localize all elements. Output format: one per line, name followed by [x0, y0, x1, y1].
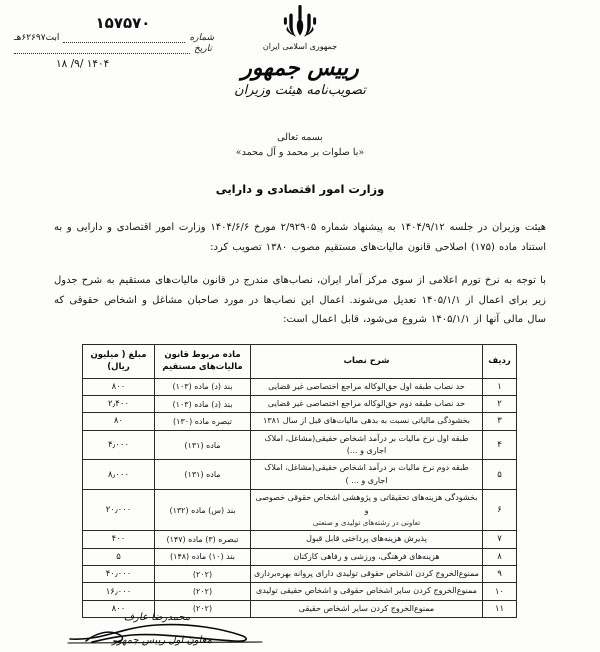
- cell-sharh: حد نصاب طبقه اول حق‌الوکاله مراجع اختصاصی غیر قضایی: [251, 378, 483, 395]
- besmeh-taala: بسمه تعالی: [277, 132, 323, 143]
- stamp-registry-code: ابت۶۲۶۹۷هـ: [14, 33, 60, 43]
- table-row: [83, 460, 517, 490]
- paragraph-resolution: با توجه به نرخ تورم اعلامی از سوی مرکز آمار ایران، نصاب‌های مندرج در قانون مالیات‌های مستقیم به شرح جدول زیر برای اعمال از ۱۴۰۵/۱/۱ تعدیل می‌شوند. اعمال این نصاب‌ها در مورد صاحبان مشاغل و اشخاص حقوقی که سال مالی آنها از ۱۴۰۵/۱/۱ شروع می‌شود، قابل اعمال است:: [54, 275, 547, 325]
- cell-radif: ۶: [483, 490, 517, 531]
- table-row: [83, 413, 517, 430]
- cell-radif: ۴: [483, 430, 517, 460]
- column-header-madde: ماده مربوط قانون مالیات‌های مستقیم: [155, 344, 251, 378]
- cell-radif: ۱۰: [483, 583, 517, 600]
- signatory-name: محمدرضا عارف: [123, 612, 191, 623]
- table-header-row: [83, 344, 517, 378]
- cabinet-resolution-title: تصویب‌نامه هیئت وزیران: [234, 83, 366, 98]
- table-row: [83, 490, 517, 531]
- table-row: [83, 565, 517, 582]
- cell-sharh: بخشودگی مالیاتی نسبت به بدهی مالیات‌های قبل از سال ۱۳۸۱: [251, 413, 483, 430]
- cell-mablagh: ۴۰۰: [83, 531, 155, 548]
- cell-sharh: پذیرش هزینه‌های پرداختی قابل قبول: [251, 531, 483, 548]
- nesab-table-container: [83, 344, 517, 619]
- invocation-block: [0, 132, 600, 158]
- cell-sharh: ممنوع‌الخروج کردن سایر اشخاص حقیقی: [251, 600, 483, 617]
- table-row: [83, 548, 517, 565]
- iran-emblem-icon: [277, 4, 323, 44]
- cell-mablagh: ۲۰٫۰۰۰: [83, 490, 155, 531]
- cell-madde: تبصره (۳) ماده (۱۴۷): [155, 531, 251, 548]
- table-row: [83, 531, 517, 548]
- cell-madde: بند (د) ماده (۱۰۳): [155, 378, 251, 395]
- cell-madde: (۲۰۲): [155, 600, 251, 617]
- cell-radif: ۳: [483, 413, 517, 430]
- cell-sharh-continuation: تعاونی در رشته‌های تولیدی و صنعتی: [312, 518, 421, 528]
- cell-madde: (۲۰۲): [155, 565, 251, 582]
- cell-mablagh: ۵: [83, 548, 155, 565]
- cell-mablagh: ۸۰۰: [83, 378, 155, 395]
- cell-madde: بند (د) ماده (۱۰۳): [155, 395, 251, 412]
- cell-radif: ۲: [483, 395, 517, 412]
- table-body: [83, 378, 517, 618]
- paragraph-preamble: هیئت وزیران در جلسه ۱۴۰۴/۹/۱۲ به پیشنهاد شماره ۲/۹۲۹۰۵ مورخ ۱۴۰۴/۶/۶ وزارت امور اقتصادی و دارایی و به استناد ماده (۱۷۵) اصلاحی قانون مالیات‌های مستقیم مصوب ۱۳۸۰ تصویب کرد:: [54, 222, 547, 253]
- nesab-table: [82, 344, 517, 619]
- cell-mablagh: ۱۶٫۰۰۰: [83, 583, 155, 600]
- cell-mablagh: ۸٫۰۰۰: [83, 460, 155, 490]
- cell-sharh: بخشودگی هزینه‌های تحقیقاتی و پژوهشی اشخاص حقوقی خصوصی و تعاونی در رشته‌های تولیدی و صنعتی: [251, 490, 483, 531]
- cell-madde: تبصره ماده (۱۳۰): [155, 413, 251, 430]
- column-header-radif: ردیف: [483, 344, 517, 378]
- president-title: رییس جمهور: [241, 55, 359, 81]
- table-row: [83, 378, 517, 395]
- cell-mablagh: ۸۰: [83, 413, 155, 430]
- cell-sharh: هزینه‌های فرهنگی، ورزشی و رفاهی کارکنان: [251, 548, 483, 565]
- cell-sharh: ممنوع‌الخروج کردن اشخاص حقوقی تولیدی دارای پروانه بهره‌برداری: [251, 565, 483, 582]
- salavat-line: «با صلوات بر محمد و آل محمد»: [235, 147, 365, 158]
- cell-sharh: طبقه دوم نرخ مالیات بر درآمد اشخاص حقیقی(مشاغل، املاک اجاری و ... ): [251, 460, 483, 490]
- table-row: [83, 430, 517, 460]
- cell-radif: ۸: [483, 548, 517, 565]
- document-header: [0, 0, 600, 118]
- cell-mablagh: ۴۰٫۰۰۰: [83, 565, 155, 582]
- cell-madde: بند (۱۰) ماده (۱۴۸): [155, 548, 251, 565]
- document-body: [50, 218, 550, 330]
- stamp-date-label: تاریخ: [194, 44, 212, 54]
- stamp-number-label: شماره: [189, 33, 214, 43]
- signature-block: [52, 612, 302, 646]
- cell-madde: (۲۰۲): [155, 583, 251, 600]
- column-header-mablagh: مبلغ ( میلیون ریال): [83, 344, 155, 378]
- cell-mablagh: ۸۰۰: [83, 600, 155, 617]
- cell-sharh: حد نصاب طبقه دوم حق‌الوکاله مراجع اختصاصی غیر قضایی: [251, 395, 483, 412]
- republic-name: جمهوری اسلامی ایران: [262, 42, 338, 51]
- cell-radif: ۹: [483, 565, 517, 582]
- cell-radif: ۱: [483, 378, 517, 395]
- table-row: [83, 395, 517, 412]
- cell-sharh: ممنوع‌الخروج کردن سایر اشخاص حقوقی و اشخاص حقیقی تولیدی: [251, 583, 483, 600]
- cell-mablagh: ۲٫۴۰۰: [83, 395, 155, 412]
- addressee-ministry: وزارت امور اقتصادی و دارایی: [215, 182, 385, 196]
- cell-radif: ۵: [483, 460, 517, 490]
- table-header: [83, 344, 517, 378]
- table-row: [83, 583, 517, 600]
- cell-radif: ۷: [483, 531, 517, 548]
- cell-sharh: طبقه اول نرخ مالیات بر درآمد اشخاص حقیقی(مشاغل، املاک اجاری و ...): [251, 430, 483, 460]
- cell-madde: بند (س) ماده (۱۳۲): [155, 490, 251, 531]
- column-header-sharh: شرح نصاب: [251, 344, 483, 378]
- stamp-date-value: ۱۴۰۴ /۹/ ۱۸: [56, 58, 110, 70]
- cell-mablagh: ۴٫۰۰۰: [83, 430, 155, 460]
- signatory-role: معاون اول رییس جمهور: [112, 635, 212, 646]
- cell-madde: ماده (۱۳۱): [155, 460, 251, 490]
- stamp-number: ۱۵۷۵۷۰: [95, 14, 151, 32]
- masthead: [0, 4, 600, 98]
- cell-madde: ماده (۱۳۱): [155, 430, 251, 460]
- cell-radif: ۱۱: [483, 600, 517, 617]
